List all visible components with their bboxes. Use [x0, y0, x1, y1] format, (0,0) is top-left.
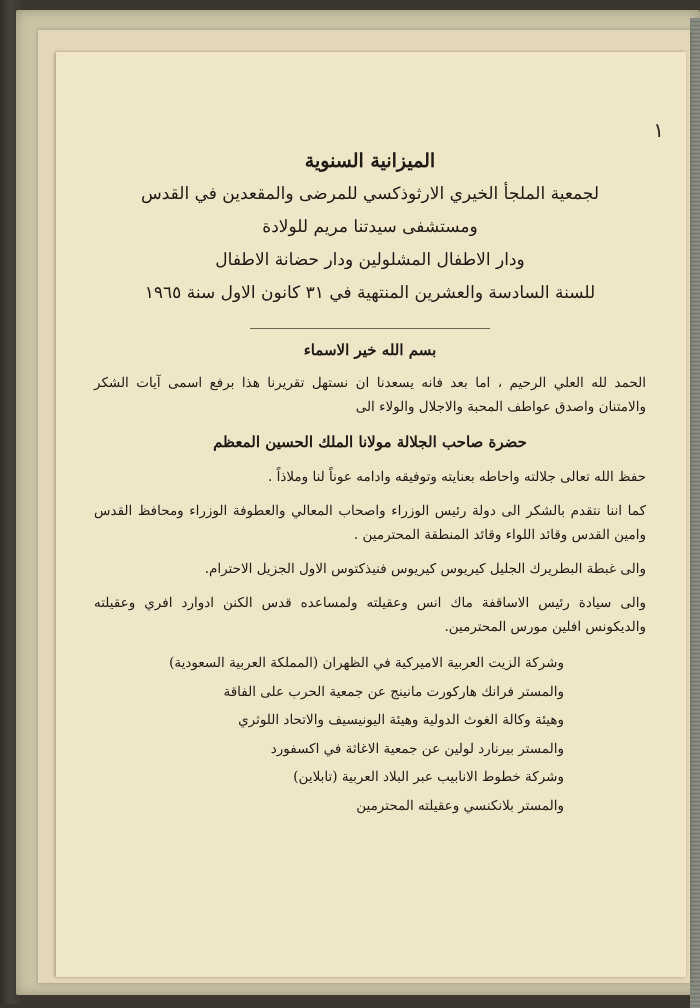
subtitle-line: ودار الاطفال المشلولين ودار حضانة الاطفال [215, 250, 525, 270]
subtitle-line: ومستشفى سيدتنا مريم للولادة [262, 217, 478, 237]
body-paragraph: والى غبطة البطريرك الجليل كيريوس كيريوس فنيذكتوس الاول الجزيل الاحترام. [204, 561, 646, 577]
acknowledgement-list [94, 649, 646, 820]
document-title: الميزانية السنوية [304, 150, 436, 172]
king-heading: حضرة صاحب الجلالة مولانا الملك الحسين المعظم [213, 433, 527, 451]
page-content [94, 150, 646, 820]
basmala-heading: بسم الله خير الاسماء [303, 341, 437, 359]
list-item: وهيئة وكالة الغوث الدولية وهيئة اليونيسيف والاتحاد اللوثري [238, 712, 564, 728]
cover-spine-edge [690, 18, 700, 1008]
list-item: والمستر بيرنارد لولين عن جمعية الاغاثة في اكسفورد [270, 740, 564, 757]
list-item: والمستر فرانك هاركورت مانينج عن جمعية الحرب على الفاقة [223, 683, 564, 700]
divider [250, 328, 490, 329]
list-item: وشركة خطوط الانابيب عبر البلاد العربية (تابلاين) [293, 769, 564, 785]
body-paragraph: كما اننا نتقدم بالشكر الى دولة رئيس الوزراء واصحاب المعالي والعطوفة الوزراء ومحافظ القدس وامين القدس وقائد اللواء وقائد المنطقة المحترمين . [94, 503, 646, 543]
document-page [56, 52, 686, 977]
body-paragraph: والى سيادة رئيس الاساقفة ماك انس وعقيلته ولمساعده قدس الكنن ادوارد افري وعقيلته والديكونس افلين مورس المحترمين. [94, 595, 646, 635]
page-number: ١ [653, 118, 664, 142]
list-item: والمستر بلانكنسي وعقيلته المحترمين [356, 797, 564, 814]
list-item: وشركة الزيت العربية الاميركية في الظهران (المملكة العربية السعودية) [169, 655, 564, 671]
body-paragraph: حفظ الله تعالى جلالته واحاطه بعنايته وتوفيقه وادامه عوناً لنا وملاذاً . [268, 469, 646, 485]
intro-paragraph: الحمد لله العلي الرحيم ، اما بعد فانه يسعدنا ان نستهل تقريرنا هذا برفع اسمى آيات الشكر والامتنان واصدق عواطف المحبة والاجلال والولاء الى [94, 375, 646, 415]
subtitle-line: للسنة السادسة والعشرين المنتهية في ٣١ كانون الاول سنة ١٩٦٥ [144, 283, 596, 303]
subtitle-line: لجمعية الملجأ الخيري الارثوذكسي للمرضى والمقعدين في القدس [140, 184, 600, 204]
